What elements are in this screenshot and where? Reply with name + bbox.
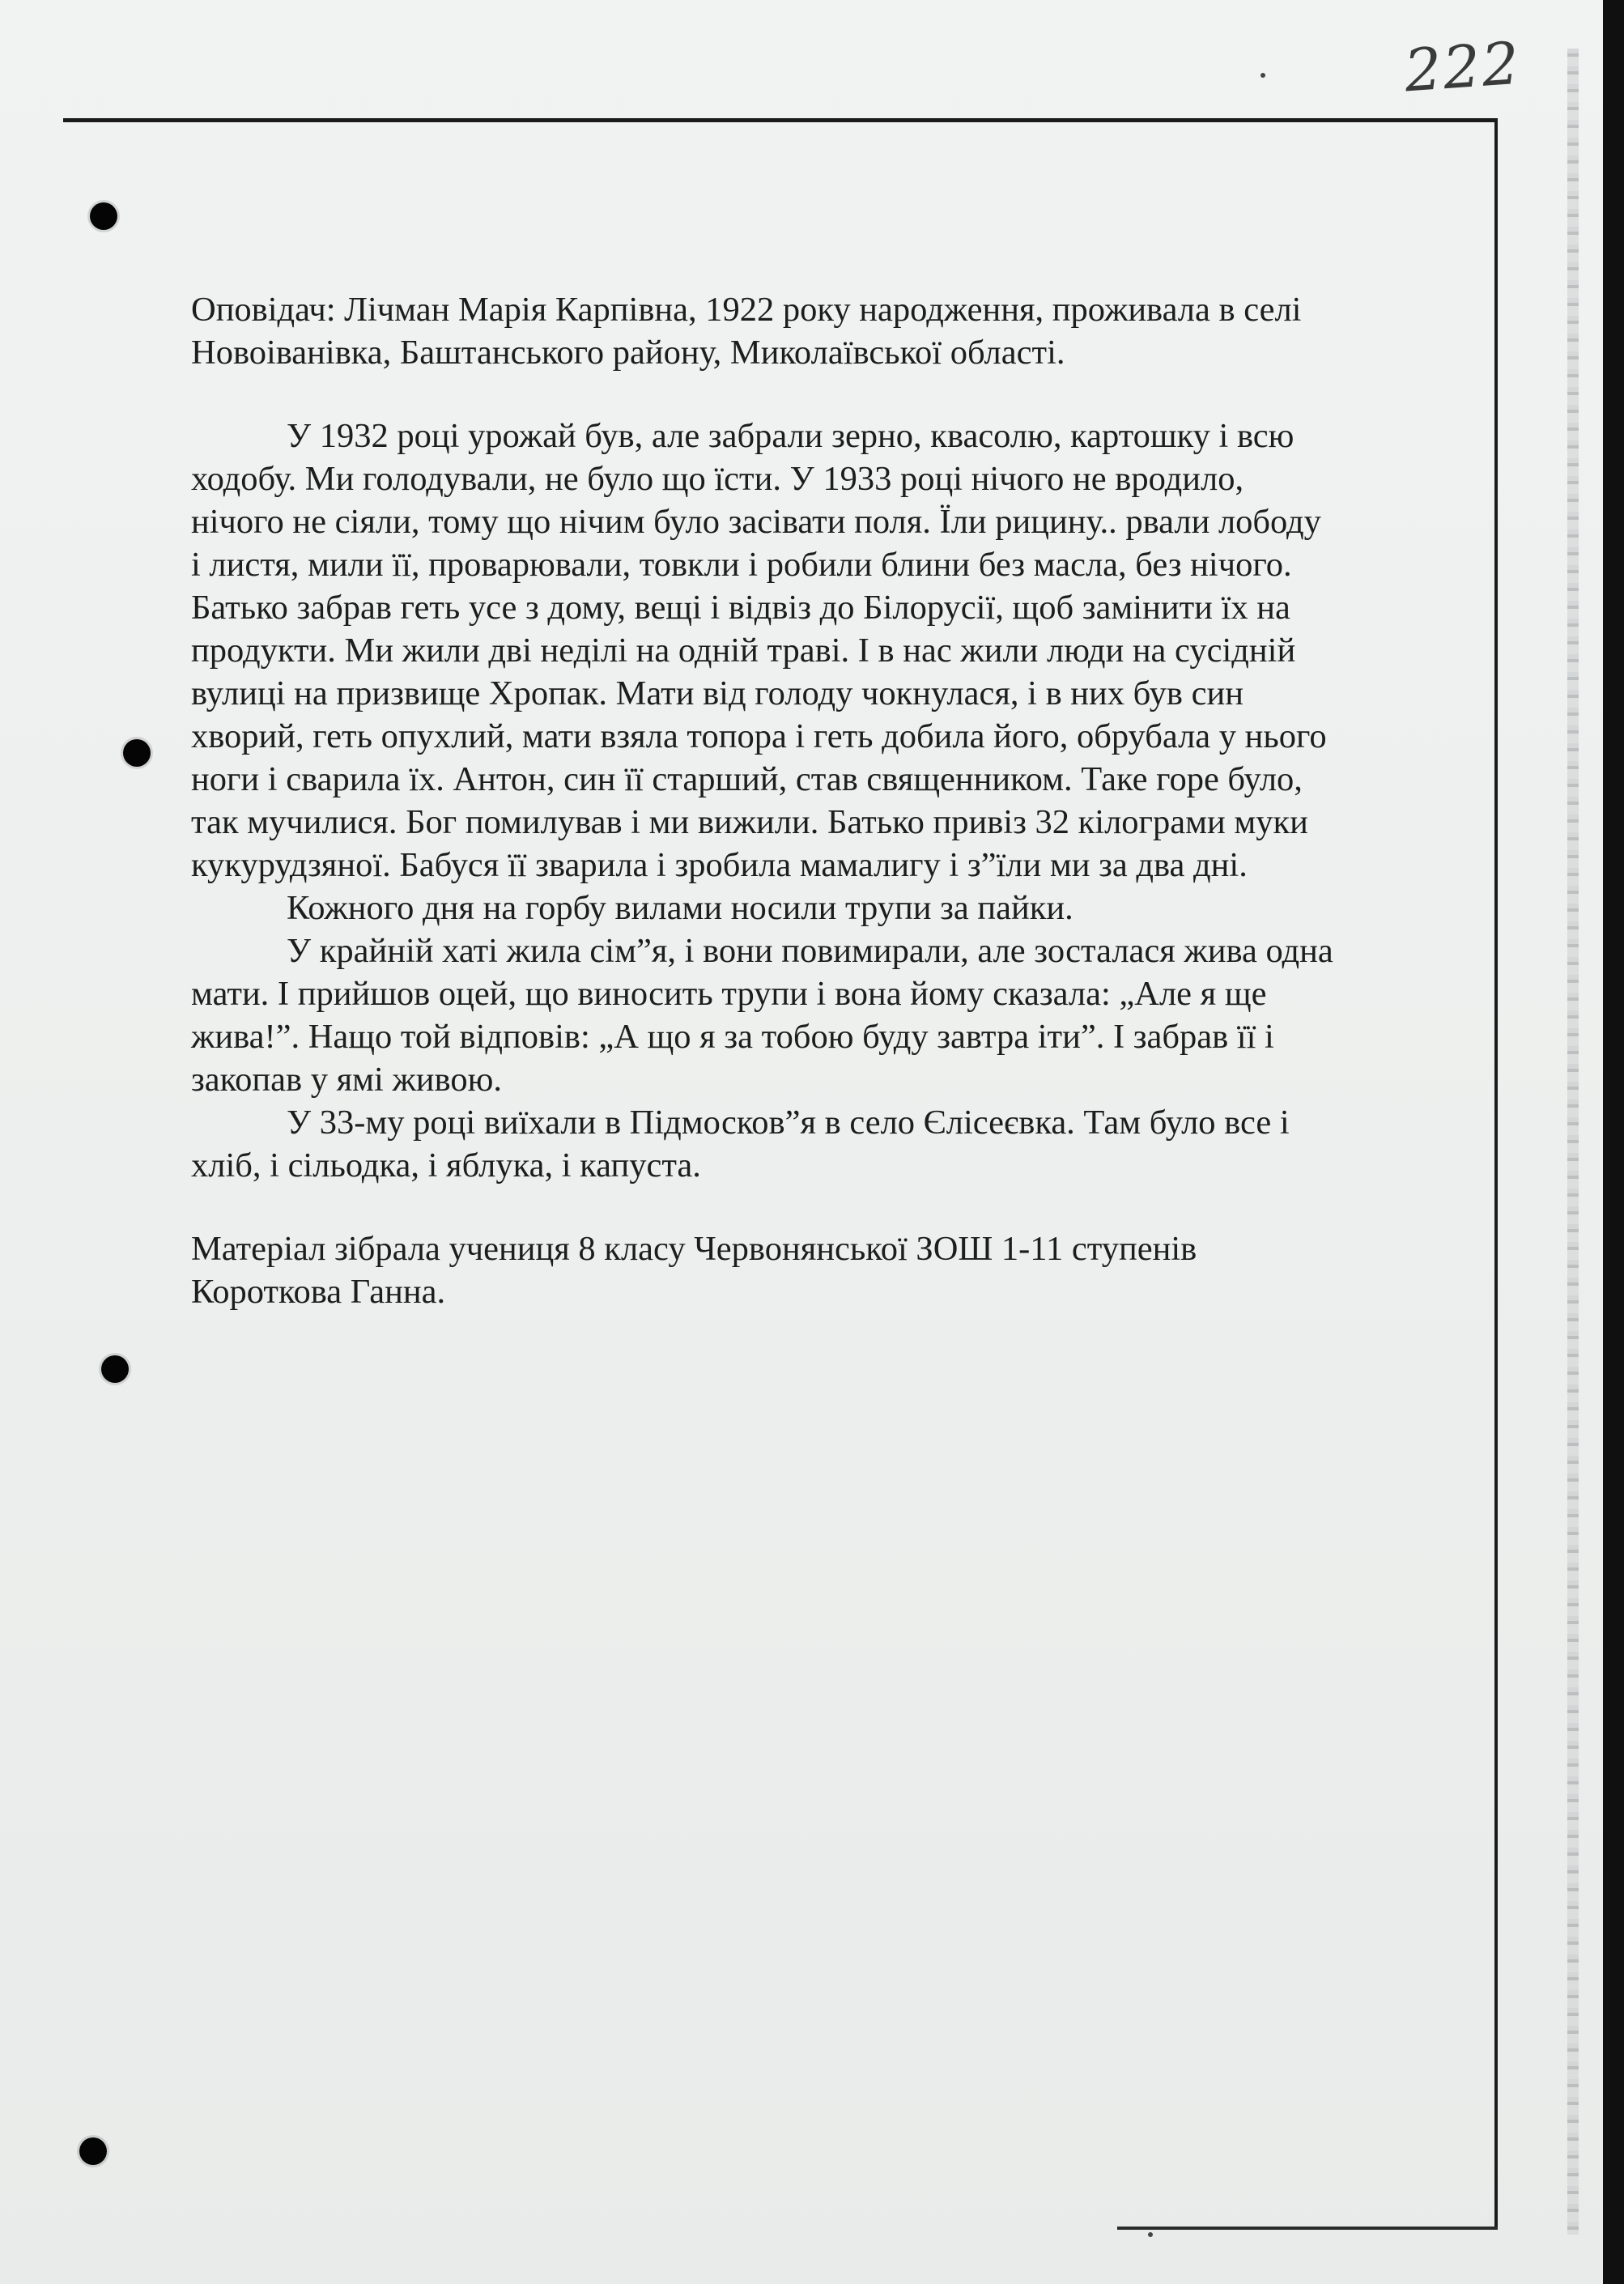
- text-line: У крайній хаті жила сім”я, і вони повимирали, але зосталася жива одна: [287, 932, 1333, 970]
- punch-hole: [90, 202, 117, 230]
- frame-border-top: [63, 118, 1498, 122]
- text-line: ходобу. Ми голодували, не було що їсти. У 1933 році нічого не вродило,: [191, 460, 1244, 498]
- text-line: кукурудзяної. Бабуся її зварила і зробила мамалигу і з”їли ми за два дні.: [191, 846, 1248, 884]
- punch-hole: [101, 1355, 129, 1383]
- paragraph-4: [191, 1101, 1454, 1187]
- scan-speck: [1148, 2232, 1153, 2237]
- scan-speck: [1261, 73, 1265, 78]
- text-line: продукти. Ми жили дві неділі на одній траві. І в нас жили люди на сусідній: [191, 632, 1296, 670]
- text-line: мати. І прийшов оцей, що виносить трупи і вона йому сказала: „Але я ще: [191, 975, 1267, 1013]
- text-line: так мучилися. Бог помилував і ми вижили. Батько привіз 32 кілограми муки: [191, 803, 1308, 841]
- paragraph-1: [191, 415, 1454, 887]
- text-line: Кожного дня на горбу вилами носили трупи за пайки.: [287, 889, 1073, 927]
- text-line: нічого не сіяли, тому що нічим було засівати поля. Їли рицину.. рвали лободу: [191, 503, 1321, 541]
- text-line: Матеріал зібрала учениця 8 класу Червонянської ЗОШ 1-11 ступенів: [191, 1230, 1197, 1268]
- text-line: вулиці на призвище Хропак. Мати від голоду чокнулася, і в них був син: [191, 674, 1244, 712]
- frame-border-bottom: [1117, 2227, 1498, 2230]
- text-line: Короткова Ганна.: [191, 1273, 446, 1311]
- text-line: хліб, і сільодка, і яблука, і капуста.: [191, 1146, 701, 1185]
- text-line: Батько забрав геть усе з дому, вещі і відвіз до Білорусії, щоб замінити їх на: [191, 589, 1290, 627]
- text-line: і листя, мили її, проварювали, товкли і робили блини без масла, без нічого.: [191, 546, 1292, 584]
- text-line: Новоіванівка, Баштанського району, Миколаївської області.: [191, 334, 1065, 372]
- text-line: хворий, геть опухлий, мати взяла топора і геть добила його, обрубала у нього: [191, 717, 1327, 755]
- paragraph-2: [191, 887, 1454, 929]
- punch-hole: [79, 2137, 107, 2165]
- handwritten-page-number: 222: [1402, 28, 1524, 105]
- document-text: [191, 288, 1454, 1313]
- collector-info: [191, 1227, 1454, 1313]
- text-line: жива!”. Нащо той відповів: „А що я за тобою буду завтра іти”. І забрав її і: [191, 1018, 1274, 1056]
- text-line: Оповідач: Лічман Марія Карпівна, 1922 року народження, проживала в селі: [191, 291, 1302, 329]
- paragraph-3: [191, 929, 1454, 1101]
- narrator-info: [191, 288, 1454, 374]
- text-line: У 33-му році виїхали в Підмосков”я в село Єлісеєвка. Там було все і: [287, 1104, 1290, 1142]
- punch-hole: [123, 739, 151, 767]
- text-line: закопав у ямі живою.: [191, 1061, 502, 1099]
- text-line: ноги і сварила їх. Антон, син її старший, став священником. Таке горе було,: [191, 760, 1303, 798]
- frame-border-right: [1494, 118, 1498, 2228]
- text-line: У 1932 році урожай був, але забрали зерно, квасолю, картошку і всю: [287, 417, 1295, 455]
- page-edge-shadow: [1567, 49, 1579, 2235]
